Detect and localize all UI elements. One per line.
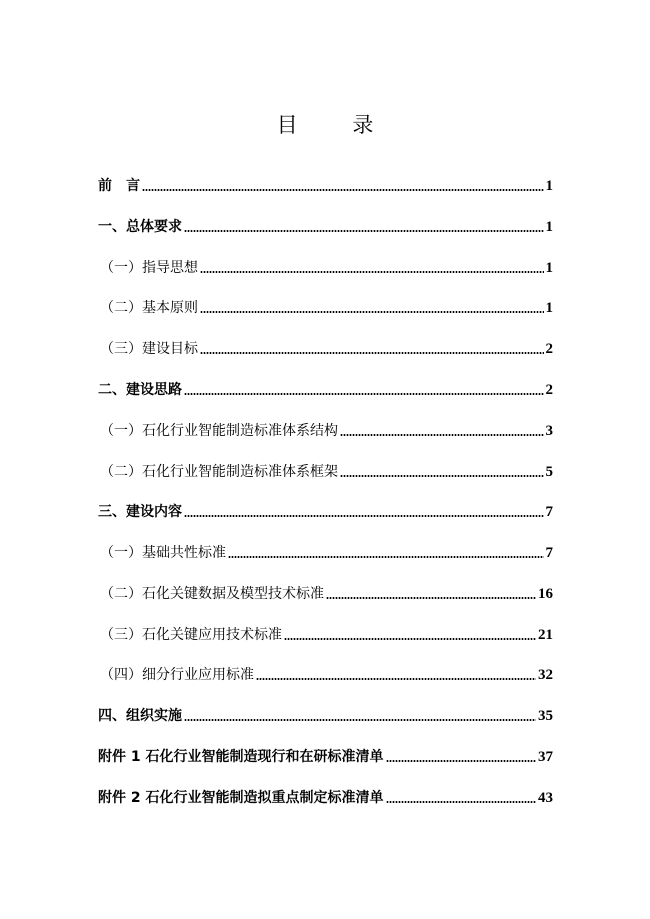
toc-entry-construction-content[interactable] (98, 496, 553, 522)
toc-leader-dots (184, 229, 544, 233)
page-title: 目 录 (276, 113, 398, 137)
toc-entry-label: 附件 1 石化行业智能制造现行和在研标准清单 (98, 749, 384, 765)
toc-entry-label: （三）石化关键应用技术标准 (100, 627, 282, 643)
toc-page-number: 3 (545, 423, 553, 439)
toc-entry-basic-principles[interactable] (98, 292, 553, 318)
toc-page-number: 2 (545, 382, 553, 398)
toc-entry-guiding-ideology[interactable] (98, 252, 553, 278)
toc-entry-construction-approach[interactable] (98, 374, 553, 400)
toc-page-number: 43 (538, 790, 553, 806)
toc-leader-dots (184, 718, 536, 722)
toc-page-number: 2 (545, 341, 553, 357)
toc-entry-system-structure[interactable] (98, 415, 553, 441)
toc-entry-application-tech-standards[interactable] (98, 619, 553, 645)
toc-entry-label: （三）建设目标 (100, 341, 198, 357)
toc-leader-dots (386, 800, 537, 804)
toc-leader-dots (200, 270, 544, 274)
toc-entry-appendix-2[interactable] (98, 782, 553, 808)
toc-leader-dots (228, 555, 544, 559)
toc-leader-dots (340, 433, 544, 437)
toc-leader-dots (256, 677, 536, 681)
toc-leader-dots (142, 188, 544, 192)
toc-entry-preface[interactable] (98, 170, 553, 196)
toc-leader-dots (184, 392, 544, 396)
toc-leader-dots (284, 637, 536, 641)
toc-entry-system-framework[interactable] (98, 456, 553, 482)
toc-entry-label: （二）基本原则 (100, 300, 198, 316)
toc-page-number: 1 (545, 260, 553, 276)
toc-entry-label: 前 言 (98, 178, 140, 194)
toc-entry-data-model-standards[interactable] (98, 578, 553, 604)
toc-entry-label: （二）石化行业智能制造标准体系框架 (100, 464, 338, 480)
toc-page-number: 1 (545, 178, 553, 194)
toc-entry-sub-industry-standards[interactable] (98, 659, 553, 685)
toc-page-number: 32 (538, 667, 553, 683)
toc-entry-implementation[interactable] (98, 700, 553, 726)
toc-page-number: 35 (538, 708, 553, 724)
toc-entry-label: 三、建设内容 (98, 504, 182, 520)
toc-page-number: 37 (538, 749, 553, 765)
toc-entry-label: （一）指导思想 (100, 260, 198, 276)
toc-page-number: 5 (545, 464, 553, 480)
toc-entry-label: （四）细分行业应用标准 (100, 667, 254, 683)
toc-entry-label: 四、组织实施 (98, 708, 182, 724)
toc-entry-appendix-1[interactable] (98, 741, 553, 767)
toc-page-number: 21 (538, 627, 553, 643)
toc-entry-label: 附件 2 石化行业智能制造拟重点制定标准清单 (98, 790, 384, 806)
toc-page-number: 7 (545, 504, 553, 520)
toc-leader-dots (200, 310, 544, 314)
toc-leader-dots (200, 351, 544, 355)
toc-entry-general-requirements[interactable] (98, 211, 553, 237)
toc-entry-label: （一）基础共性标准 (100, 545, 226, 561)
toc-page-number: 7 (545, 545, 553, 561)
toc-entry-label: （一）石化行业智能制造标准体系结构 (100, 423, 338, 439)
toc-leader-dots (340, 474, 544, 478)
toc-leader-dots (386, 759, 537, 763)
toc-page-number: 1 (545, 219, 553, 235)
toc-leader-dots (184, 514, 544, 518)
toc-page-number: 16 (538, 586, 553, 602)
toc-entry-basic-common-standards[interactable] (98, 537, 553, 563)
toc-leader-dots (326, 596, 536, 600)
toc-entry-label: 一、总体要求 (98, 219, 182, 235)
toc-entry-label: 二、建设思路 (98, 382, 182, 398)
toc-entry-construction-goals[interactable] (98, 333, 553, 359)
toc-page-number: 1 (545, 300, 553, 316)
toc-entry-label: （二）石化关键数据及模型技术标准 (100, 586, 324, 602)
